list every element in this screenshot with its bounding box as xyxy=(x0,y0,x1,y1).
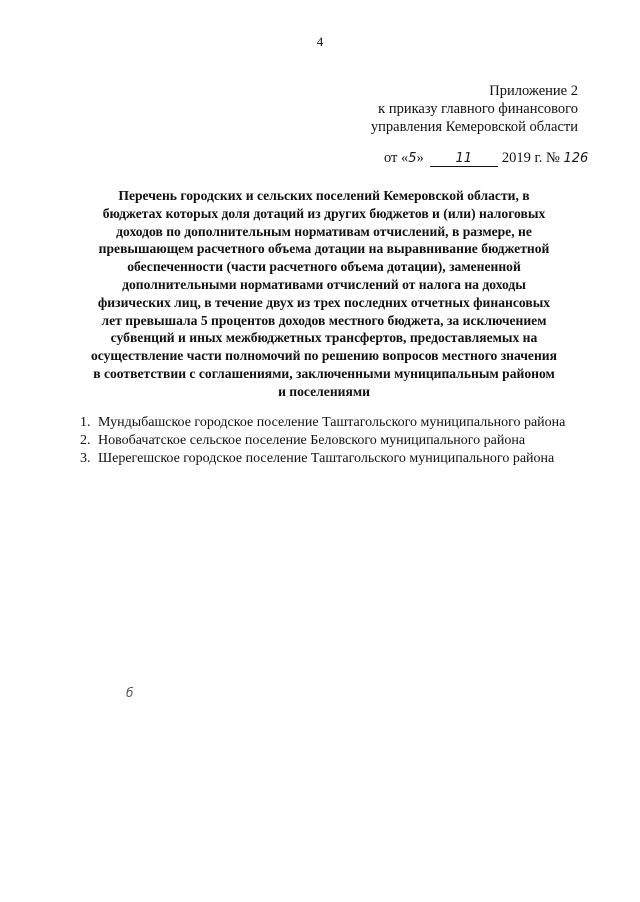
handwritten-month: 11 xyxy=(430,152,498,167)
list-item-text: Новобачатское сельское поселение Беловского муниципального района xyxy=(98,433,526,448)
page-number: 4 xyxy=(316,34,324,49)
list-item xyxy=(80,414,580,432)
title-line: в соответствии с соглашениями, заключенными муниципальным районом xyxy=(93,365,555,381)
handwritten-day: 5 xyxy=(408,151,417,166)
list-item-number: 3. xyxy=(80,451,91,466)
title-line: Перечень городских и сельских поселений Кемеровской области, в xyxy=(118,188,530,203)
title-line: лет превышала 5 процентов доходов местного бюджета, за исключением xyxy=(101,312,547,328)
date-prefix: от « xyxy=(384,150,409,166)
list-item-number: 2. xyxy=(80,433,91,448)
title-line: доходов по дополнительным нормативам отчислений, в размере, не xyxy=(116,223,532,239)
appendix-header xyxy=(371,82,578,136)
title-line: дополнительными нормативами отчислений от налога на доходы xyxy=(122,276,526,292)
title-line: обеспеченности (части расчетного объема дотации), замененной xyxy=(127,259,521,275)
title-line: превышающем расчетного объема дотации на выравнивание бюджетной xyxy=(98,241,550,257)
title-line: осуществление части полномочий по решению вопросов местного значения xyxy=(90,348,557,364)
appendix-authority: управления Кемеровской области xyxy=(370,119,578,135)
order-date-line xyxy=(384,148,588,169)
list-item-text: Мундыбашское городское поселение Таштагольского муниципального района xyxy=(98,415,566,430)
document-title xyxy=(58,187,590,401)
date-day-close: » xyxy=(416,150,424,166)
list-item-text: Шерегешское городское поселение Таштагольского муниципального района xyxy=(98,451,555,466)
title-line: физических лиц, в течение двух из трех последних отчетных финансовых xyxy=(97,294,551,310)
appendix-order-ref: к приказу главного финансового xyxy=(378,101,578,117)
list-item xyxy=(80,432,580,450)
appendix-title: Приложение 2 xyxy=(489,83,578,99)
stray-mark: б xyxy=(126,686,134,700)
list-item xyxy=(80,450,580,468)
list-item-number: 1. xyxy=(80,415,91,430)
date-year-number-label: 2019 г. № xyxy=(501,150,560,166)
title-line: и поселениями xyxy=(278,383,370,399)
settlement-list xyxy=(80,414,580,468)
title-line: бюджетах которых доля дотаций из других бюджетов и (или) налоговых xyxy=(102,205,546,221)
handwritten-order-number: 126 xyxy=(563,151,589,166)
title-line: субвенций и иных межбюджетных трансфертов, предоставляемых на xyxy=(110,330,538,346)
